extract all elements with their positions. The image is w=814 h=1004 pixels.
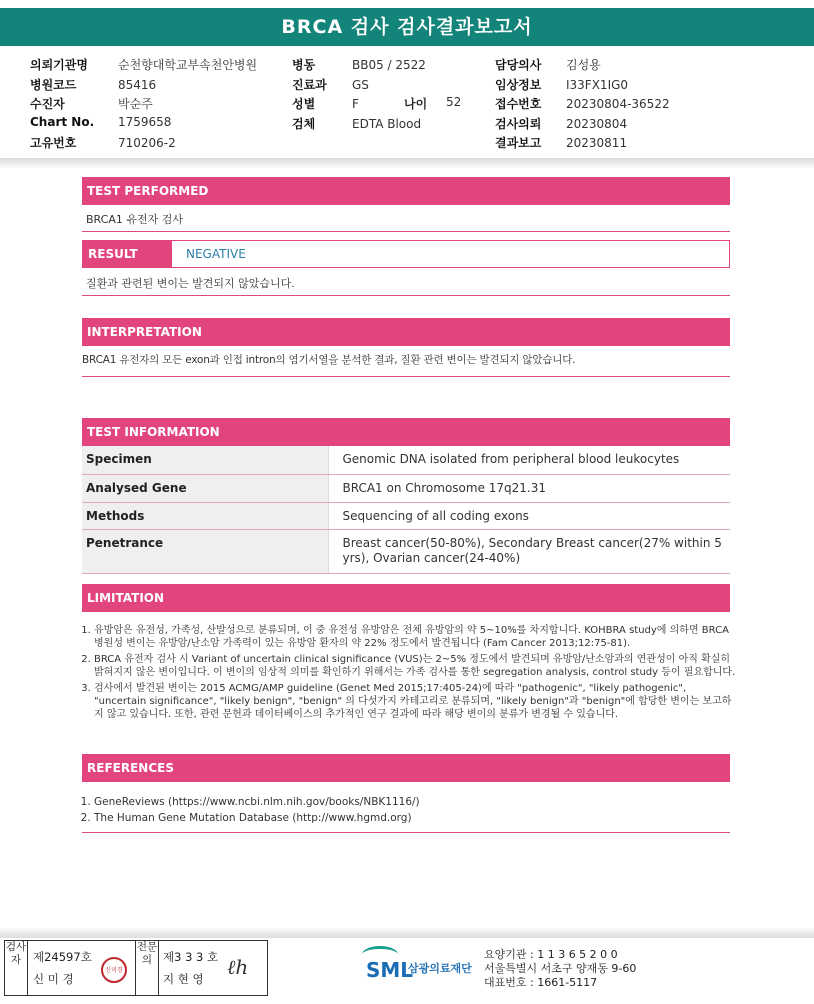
header-row: 검체 EDTA Blood <box>292 116 422 131</box>
institution-line: 대표번호 : 1661-5117 <box>484 976 598 989</box>
header-column-3 <box>495 56 670 154</box>
table-value-specimen: Genomic DNA isolated from peripheral blood leukocytes <box>328 446 730 474</box>
report-title: BRCA 검사 검사결과보고서 <box>0 8 814 46</box>
institution-line: 요양기관 : 1 1 3 6 5 2 0 0 <box>484 948 618 961</box>
list-item: 1. 유방암은 유전성, 가족성, 산발성으로 분류되며, 이 중 유전성 유방암은 전체 유방암의 약 5~10%를 차지합니다. KOHBRA study에 의하면 BRCA 병원성 변이는 유방암/난소암 가족력이 있는 유방암 환자의 약 22% 정도에서 발견됩니다 (Fam Cancer 2013;12:75-81). <box>94 624 740 650</box>
list-item: 2. BRCA 유전자 검사 시 Variant of uncertain clinical significance (VUS)는 2~5% 정도에서 발견되며 유방암/난소암과의 연관성이 아직 확실히 밝혀지지 않은 변이입니다. 이 변이의 임상적 의미를 확인하기 위해서는 가족 검사를 통한 segregation analysis, control study 등이 필요합니다. <box>94 653 740 679</box>
header-row: 병동 BB05 / 2522 <box>292 58 426 72</box>
header-row: 병원코드 85416 <box>30 77 157 92</box>
test-performed-text: BRCA1 유전자 검사 <box>86 213 183 226</box>
divider-line <box>82 832 730 833</box>
limitation-list <box>82 624 740 724</box>
test-performed-heading: TEST PERFORMED <box>82 177 730 205</box>
examiner-license: 제24597호 <box>33 950 92 964</box>
examiner-name: 신 미 경 <box>33 972 74 986</box>
result-heading: RESULT <box>83 241 172 267</box>
header-divider <box>0 158 814 168</box>
table-value-analysed-gene: BRCA1 on Chromosome 17q21.31 <box>328 474 730 502</box>
header-row: 수진자 박순주 <box>30 97 153 111</box>
result-text: 질환과 관련된 변이는 발견되지 않았습니다. <box>86 277 295 290</box>
list-item: 1. GeneReviews (https://www.ncbi.nlm.nih.gov/books/NBK1116/) <box>94 794 740 810</box>
header-row: Chart No. 1759658 <box>30 114 172 129</box>
divider-line <box>82 376 730 377</box>
test-information-heading: TEST INFORMATION <box>82 418 730 446</box>
header-row: 고유번호 710206-2 <box>30 136 176 150</box>
logo-name: 삼광의료재단 <box>408 962 472 975</box>
sml-logo <box>362 948 482 988</box>
result-value: NEGATIVE <box>186 247 246 261</box>
specialist-license: 제3 3 3 호 <box>163 950 219 964</box>
header-row: 담당의사 김성용 <box>495 58 601 72</box>
table-row <box>82 446 730 474</box>
references-heading: REFERENCES <box>82 754 730 782</box>
test-information-table <box>82 446 730 574</box>
specialist-vertical-label: 전문의 <box>135 941 159 995</box>
divider-line <box>82 231 730 232</box>
signature-icon: ℓh <box>227 955 249 979</box>
header-row: 성별 F <box>292 97 359 111</box>
header-row: 접수번호 20230804-36522 <box>495 97 670 111</box>
header-row: 검사의뢰 20230804 <box>495 116 628 131</box>
specialist-name: 지 현 영 <box>163 972 204 986</box>
interpretation-heading: INTERPRETATION <box>82 318 730 346</box>
header-row: 임상정보 I33FX1IG0 <box>495 77 629 92</box>
list-item: 2. The Human Gene Mutation Database (http://www.hgmd.org) <box>94 810 740 826</box>
signature-box <box>4 940 268 996</box>
table-row <box>82 529 730 573</box>
divider-line <box>82 295 730 296</box>
references-list <box>82 794 740 826</box>
table-key-penetrance: Penetrance <box>82 529 328 573</box>
table-key-analysed-gene: Analysed Gene <box>82 474 328 502</box>
header-row: 진료과 GS <box>292 77 369 92</box>
limitation-heading: LIMITATION <box>82 584 730 612</box>
table-value-methods: Sequencing of all coding exons <box>328 502 730 529</box>
institution-info <box>484 948 636 990</box>
logo-mark: SML <box>366 958 414 982</box>
interpretation-text: BRCA1 유전자의 모든 exon과 인접 intron의 염기서열을 분석한 결과, 질환 관련 변이는 발견되지 않았습니다. <box>82 354 576 366</box>
table-value-penetrance: Breast cancer(50-80%), Secondary Breast cancer(27% within 5 yrs), Ovarian cancer(24-40%) <box>328 529 730 573</box>
examiner-vertical-label: 검사자 <box>5 941 28 995</box>
table-key-specimen: Specimen <box>82 446 328 474</box>
result-bar <box>82 240 730 268</box>
table-row <box>82 474 730 502</box>
footer-divider <box>0 928 814 938</box>
institution-line: 서울특별시 서초구 양재동 9-60 <box>484 962 637 975</box>
age-label: 나이 <box>404 97 428 111</box>
age-value: 52 <box>446 95 462 109</box>
patient-header <box>0 56 814 156</box>
table-key-methods: Methods <box>82 502 328 529</box>
list-item: 3. 검사에서 발견된 변이는 2015 ACMG/AMP guideline (Genet Med 2015;17:405-24)에 따라 "pathogenic", "likely pathogenic", "uncertain significance", "likely benign", "benign" 의 다섯가지 카테고리로 분류되며, "likely benign"과 "benign"에 합당한 변이는 보고하지 않고 있습니다. 또한, 관련 문헌과 데이터베이스의 추가적인 연구 결과에 따라 해당 변이의 분류가 변경될 수 있습니다. <box>94 682 740 721</box>
examiner-seal-icon: 신미경 <box>101 957 127 983</box>
header-row: 결과보고 20230811 <box>495 136 628 150</box>
header-row: 의뢰기관명 순천향대학교부속천안병원 <box>30 58 258 72</box>
header-column-1 <box>30 56 257 154</box>
table-row <box>82 502 730 529</box>
